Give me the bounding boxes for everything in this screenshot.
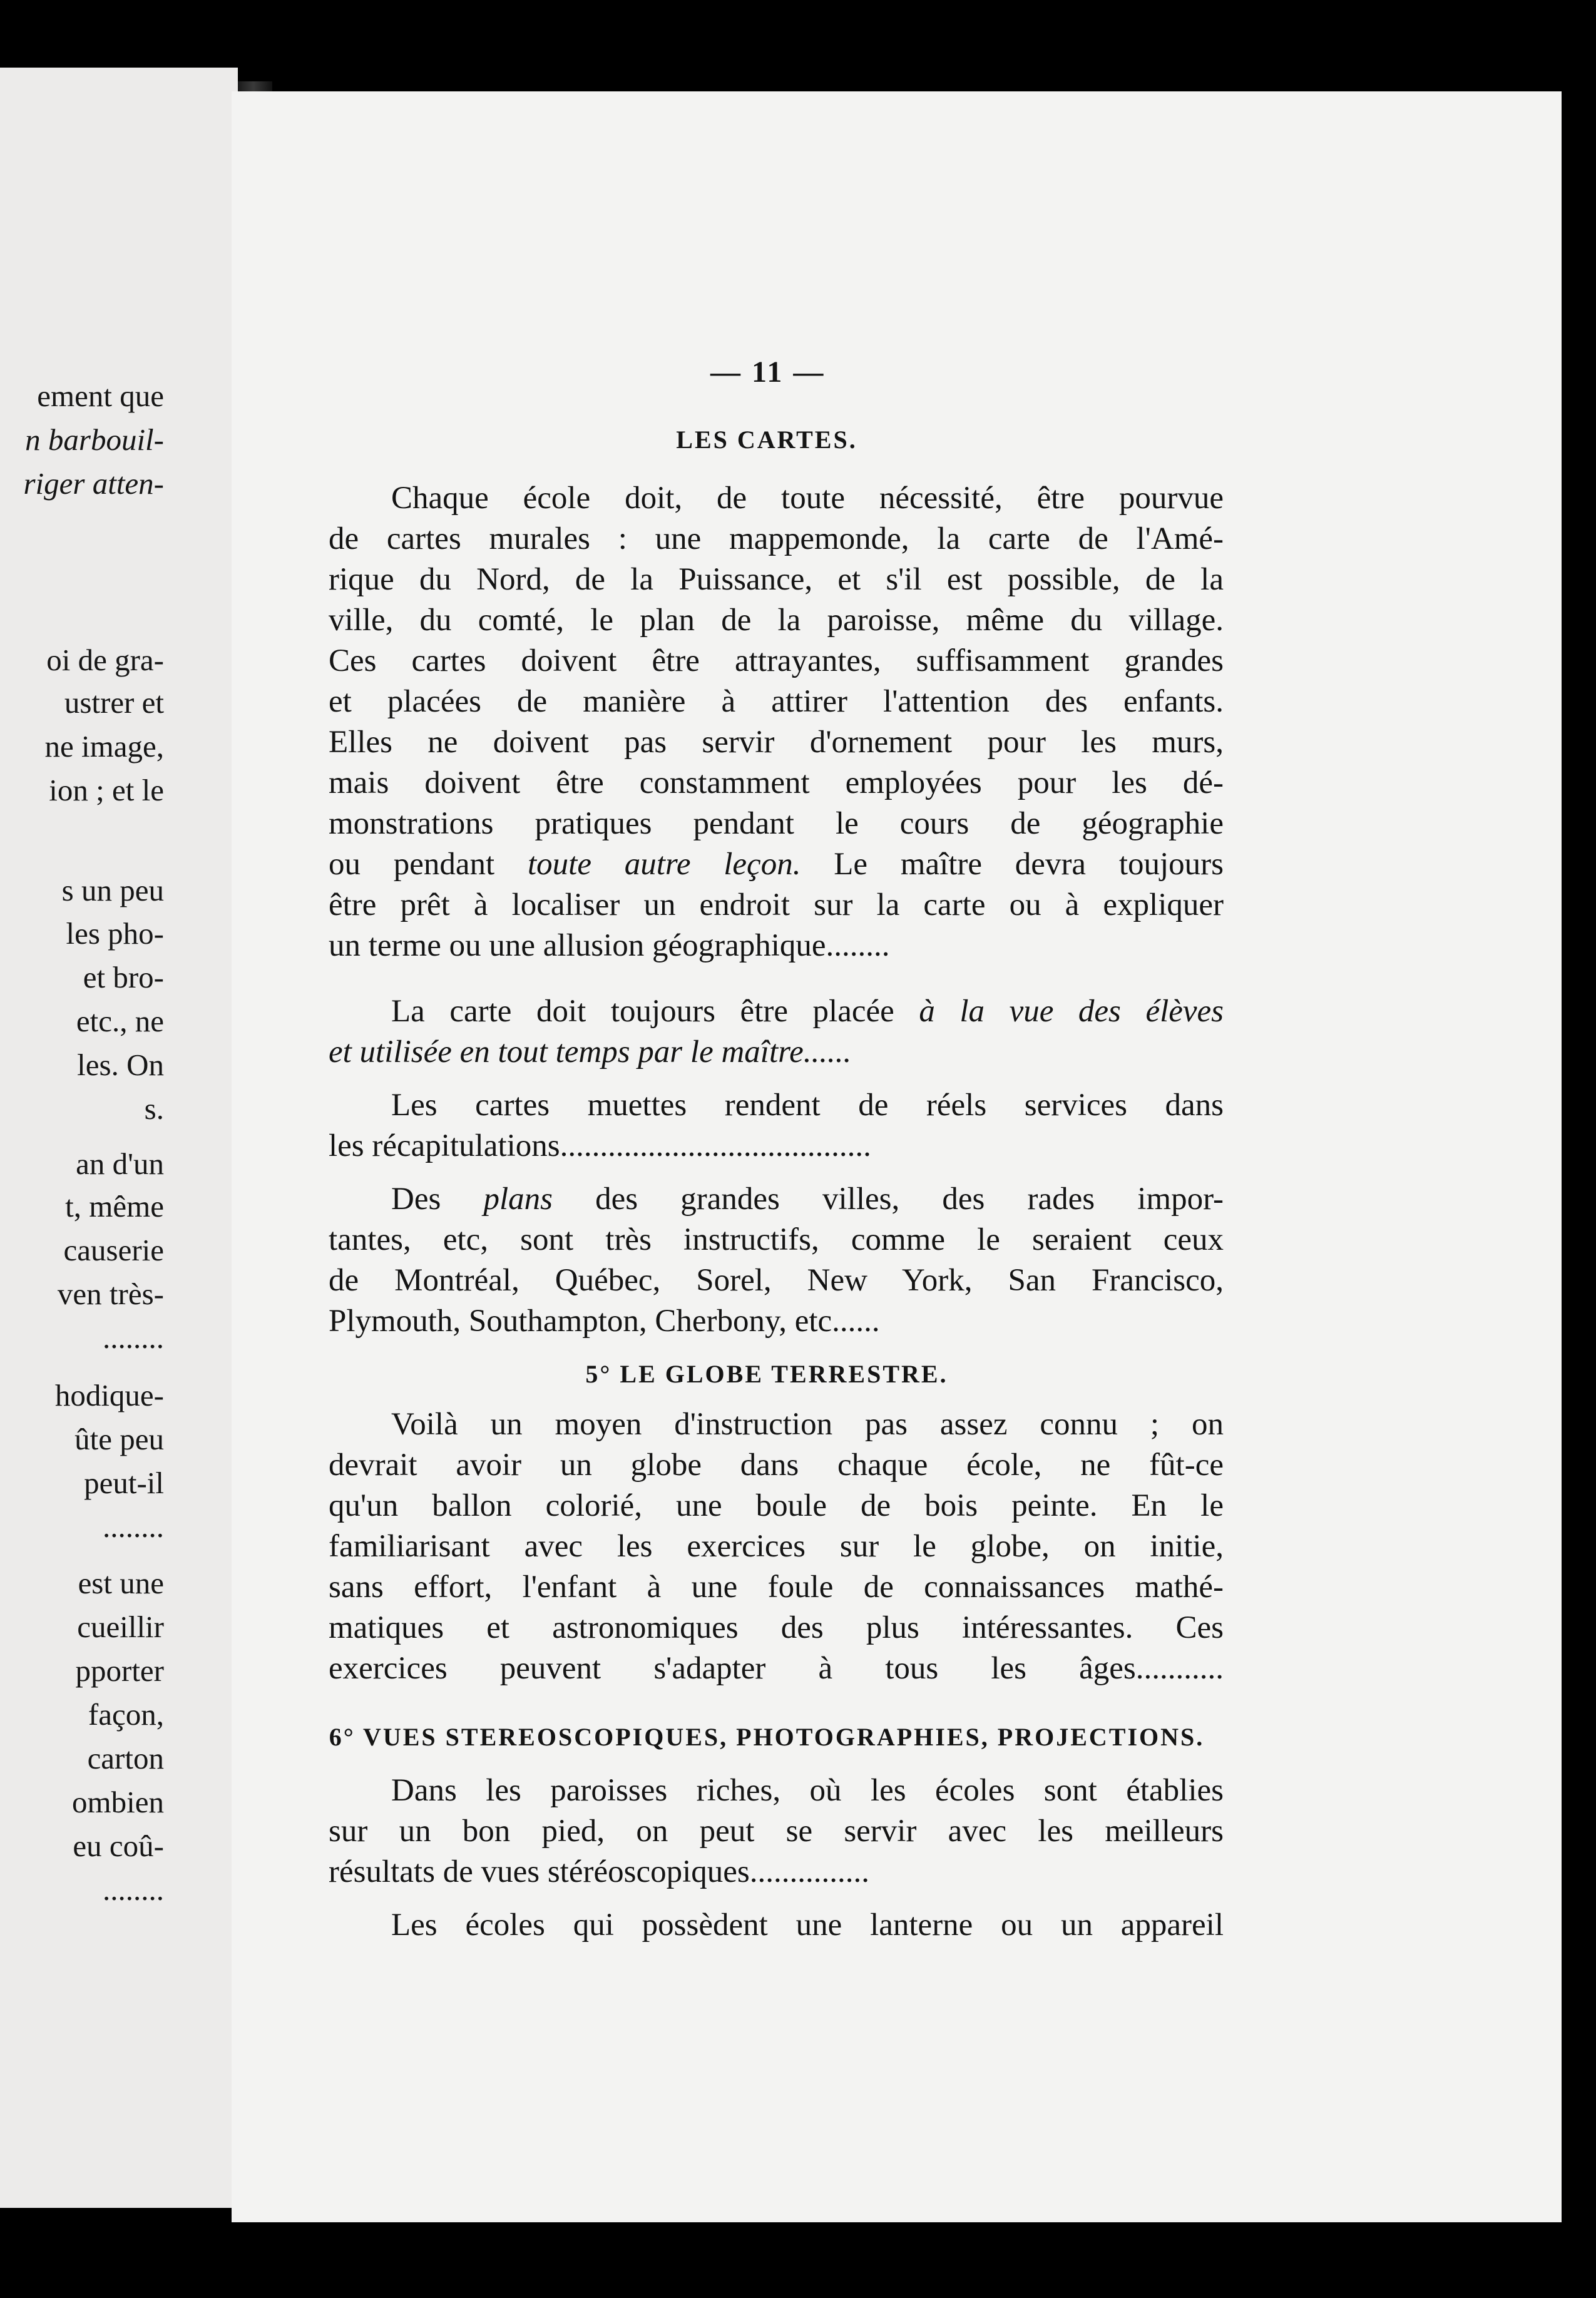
previous-page-line: ven très- [57, 1277, 164, 1311]
paragraph-line: résultats de vues stéréoscopiques............... [329, 1854, 869, 1889]
previous-page-line: les. On [77, 1048, 164, 1082]
paragraph-line: qu'un ballon colorié, une boule de bois peinte. En le [329, 1488, 1224, 1523]
previous-page-fragment [0, 68, 238, 2208]
previous-page-line: oi de gra- [46, 643, 164, 677]
text-run: des grandes villes, des rades impor- [595, 1182, 1224, 1217]
section-heading-cartes: LES CARTES. [676, 426, 857, 454]
text-run: Des [391, 1182, 441, 1217]
previous-page-line: ustrer et [64, 685, 164, 720]
paragraph-line: Les écoles qui possèdent une lanterne ou un appareil [391, 1907, 1224, 1943]
text-run: La carte doit toujours être placée [391, 994, 894, 1029]
previous-page-line: ion ; et le [49, 773, 164, 807]
previous-page-line: s un peu [61, 873, 164, 907]
previous-page-line: hodique- [54, 1378, 164, 1412]
previous-page-line: et bro- [83, 960, 164, 994]
paragraph-line: être prêt à localiser un endroit sur la carte ou à expliquer [329, 887, 1224, 922]
previous-page-line: est une [78, 1566, 164, 1600]
paragraph-line [329, 845, 1224, 884]
previous-page-line: peut-il [84, 1466, 164, 1500]
paragraph-line: ville, du comté, le plan de la paroisse, même du village. [329, 603, 1224, 638]
previous-page-line: pporter [75, 1653, 164, 1688]
previous-page-line: t, même [65, 1189, 164, 1223]
paragraph-line: Ces cartes doivent être attrayantes, suffisamment grandes [329, 643, 1224, 678]
previous-page-line: etc., ne [76, 1004, 164, 1038]
paragraph-line [391, 992, 1224, 1031]
paragraph-line: Elles ne doivent pas servir d'ornement pour les murs, [329, 725, 1224, 760]
previous-page-line: ûte peu [74, 1422, 164, 1456]
previous-page-line: ........ [103, 1509, 164, 1544]
paragraph-line: sans effort, l'enfant à une foule de connaissances mathé- [329, 1570, 1224, 1605]
paragraph-line: de Montréal, Québec, Sorel, New York, San Francisco, [329, 1263, 1224, 1298]
italic-text-run: à la vue des élèves [919, 994, 1224, 1029]
page-number: — 11 — [710, 355, 826, 389]
paragraph-line: devrait avoir un globe dans chaque école, ne fût-ce [329, 1448, 1224, 1483]
previous-page-line: les pho- [66, 916, 164, 951]
paragraph-line: Voilà un moyen d'instruction pas assez connu ; on [391, 1407, 1224, 1442]
paragraph-line: matiques et astronomiques des plus intéressantes. Ces [329, 1610, 1224, 1645]
paragraph-line: Chaque école doit, de toute nécessité, être pourvue [391, 481, 1224, 516]
text-run: ou pendant [329, 847, 495, 882]
previous-page-line: ement que [37, 379, 164, 413]
text-run: Le maître devra toujours [834, 847, 1224, 882]
previous-page-line: cueillir [77, 1610, 164, 1644]
paragraph-line: sur un bon pied, on peut se servir avec les meilleurs [329, 1814, 1224, 1849]
section-heading-globe: 5° LE GLOBE TERRESTRE. [585, 1360, 948, 1388]
paragraph-line: de cartes murales : une mappemonde, la carte de l'Amé- [329, 521, 1224, 556]
previous-page-line: ne image, [44, 729, 164, 763]
paragraph-line: les récapitulations....................................... [329, 1128, 871, 1163]
italic-text-run: plans [483, 1182, 553, 1217]
paragraph-line: Plymouth, Southampton, Cherbony, etc...... [329, 1304, 880, 1339]
previous-page-line: eu coû- [73, 1829, 164, 1863]
paragraph-line: familiarisant avec les exercices sur le globe, on initie, [329, 1529, 1224, 1564]
paragraph-line: Dans les paroisses riches, où les écoles sont établies [391, 1773, 1224, 1808]
previous-page-line: ombien [72, 1785, 164, 1819]
previous-page-line: ........ [103, 1872, 164, 1907]
paragraph-line: et placées de manière à attirer l'attention des enfants. [329, 684, 1224, 719]
paragraph-line: Les cartes muettes rendent de réels services dans [391, 1088, 1224, 1123]
paragraph-line-italic: et utilisée en tout temps par le maître...... [329, 1034, 852, 1070]
paragraph-line: rique du Nord, de la Puissance, et s'il est possible, de la [329, 562, 1224, 597]
previous-page-line: carton [87, 1741, 164, 1775]
paragraph-line: mais doivent être constamment employées pour les dé- [329, 765, 1224, 800]
paragraph-line [391, 1180, 1224, 1218]
paragraph-line: un terme ou une allusion géographique........ [329, 928, 890, 963]
paragraph-line: tantes, etc, sont très instructifs, comme le seraient ceux [329, 1222, 1224, 1257]
previous-page-line: causerie [63, 1233, 164, 1267]
previous-page-text [0, 68, 238, 2208]
previous-page-line: s. [144, 1091, 164, 1126]
italic-text-run: toute autre leçon. [527, 847, 801, 882]
previous-page-line: an d'un [76, 1146, 164, 1181]
paragraph-line: exercices peuvent s'adapter à tous les âges........... [329, 1651, 1224, 1686]
section-heading-vues: 6° VUES STEREOSCOPIQUES, PHOTOGRAPHIES, PROJECTIONS. [329, 1723, 1205, 1751]
previous-page-line: ........ [103, 1320, 164, 1355]
previous-page-line: riger atten- [23, 466, 164, 501]
previous-page-line: façon, [88, 1697, 164, 1732]
previous-page-line: n barbouil- [25, 422, 164, 457]
paragraph-line: monstrations pratiques pendant le cours de géographie [329, 806, 1224, 841]
